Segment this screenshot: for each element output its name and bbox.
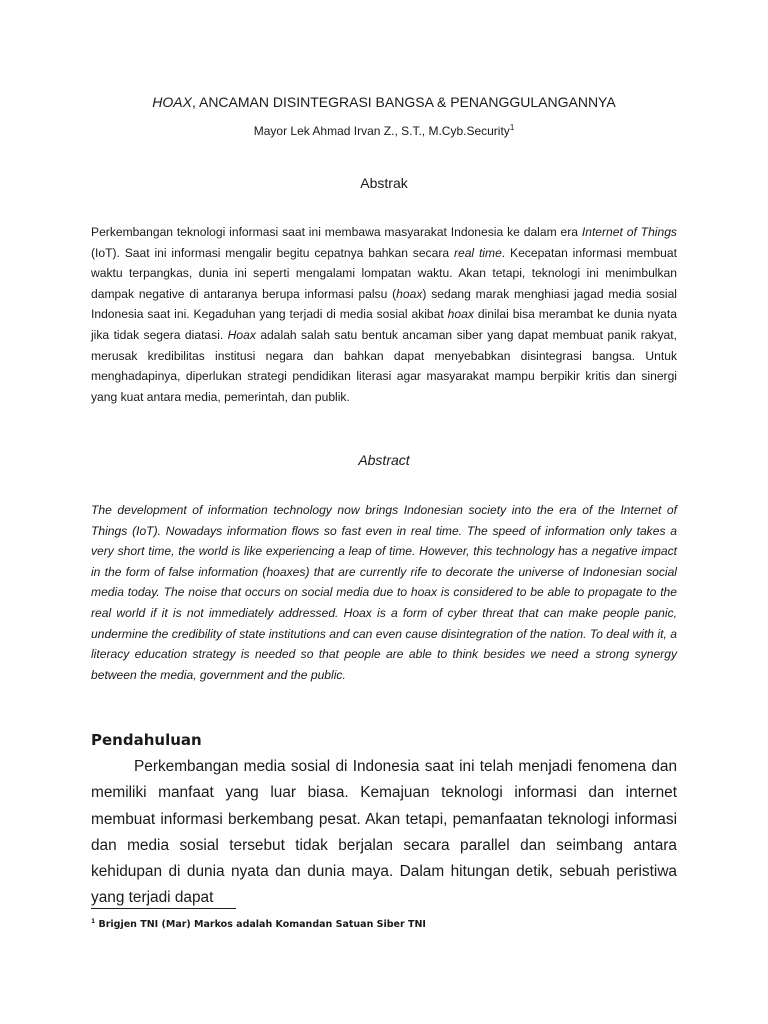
abstrak-hoax-term-2: hoax [447,307,474,322]
author-name: Mayor Lek Ahmad Irvan Z., S.T., M.Cyb.Security [253,124,510,138]
abstrak-text-2: (IoT). Saat ini informasi mengalir begitu cepatnya bahkan secara [91,245,454,260]
title-italic-term: HOAX [152,94,192,110]
footnote-text: Brigjen TNI (Mar) Markos adalah Komandan Satuan Siber TNI [95,919,426,931]
footnote-mark: 1 [91,918,96,925]
title-text: , ANCAMAN DISINTEGRASI BANGSA & PENANGGULANGANNYA [191,94,616,110]
abstrak-heading: Abstrak [360,175,408,191]
footnote [91,916,426,931]
abstrak-paragraph [91,222,677,407]
pendahuluan-paragraph: Perkembangan media sosial di Indonesia saat ini telah menjadi fenomena dan memiliki manfaat yang luar biasa. Kemajuan teknologi informasi dan internet membuat informasi berkembang pesat. Akan tetapi, pemanfaatan teknologi informasi dan media sosial tersebut tidak berjalan secara parallel dan seimbang antara kehidupan di dunia nyata dan dunia maya. Dalam hitungan detik, sebuah peristiwa yang terjadi dapat [91,758,677,907]
abstrak-real-time-term: real time [453,245,502,260]
abstrak-text-4: ) sedang marak menghiasi jagad media sosial Indonesia saat ini. Kegaduhan yang terjadi di media sosial akibat [91,286,677,322]
author-footnote-mark: 1 [509,123,515,132]
abstrak-hoax-term-1: hoax [396,286,423,301]
author-line [80,120,688,139]
abstrak-iot-term: Internet of Things [581,225,677,239]
abstrak-text-6: adalah salah satu bentuk ancaman siber yang dapat membuat panik rakyat, merusak kredibilitas institusi negara dan bahkan dapat menyebabkan disintegrasi bangsa. Untuk menghadapinya, diperlukan strategi pendidikan literasi agar masyarakat mampu berpikir kritis dan sinergi yang kuat antara media, pemerintah, dan publik. [91,327,677,404]
abstract-heading: Abstract [358,452,410,468]
abstrak-text-3: . Kecepatan informasi membuat waktu terpangkas, dunia ini seperti mengalami lompatan waktu. Akan tetapi, teknologi ini menimbulkan dampak negative di antaranya berupa informasi palsu ( [91,245,677,301]
section-heading-pendahuluan: Pendahuluan [91,731,202,749]
abstrak-text-5: dinilai bisa merambat ke dunia nyata jika tidak segera diatasi. [91,307,677,342]
abstract-paragraph: The development of information technology now brings Indonesian society into the era of the Internet of Things (IoT). Nowadays information flows so fast even in real time. The speed of information only takes a very short time, the world is like experiencing a leap of time. However, this technology has a negative impact in the form of false information (hoaxes) that are currently rife to decorate the universe of Indonesian social media today. The noise that occurs on social media due to hoax is considered to be able to propagate to the real world if it is not immediately addressed. Hoax is a form of cyber threat that can make people panic, undermine the credibility of state institutions and can even cause disintegration of the nation. To deal with it, a literacy education strategy is needed so that people are able to think besides we need a strong synergy between the media, government and the public. [91,503,677,682]
abstrak-hoax-term-3: Hoax [227,327,256,342]
abstrak-text-1: Perkembangan teknologi informasi saat ini membawa masyarakat Indonesia ke dalam era [91,225,582,239]
footnote-divider [91,908,236,909]
paper-title [80,93,688,111]
